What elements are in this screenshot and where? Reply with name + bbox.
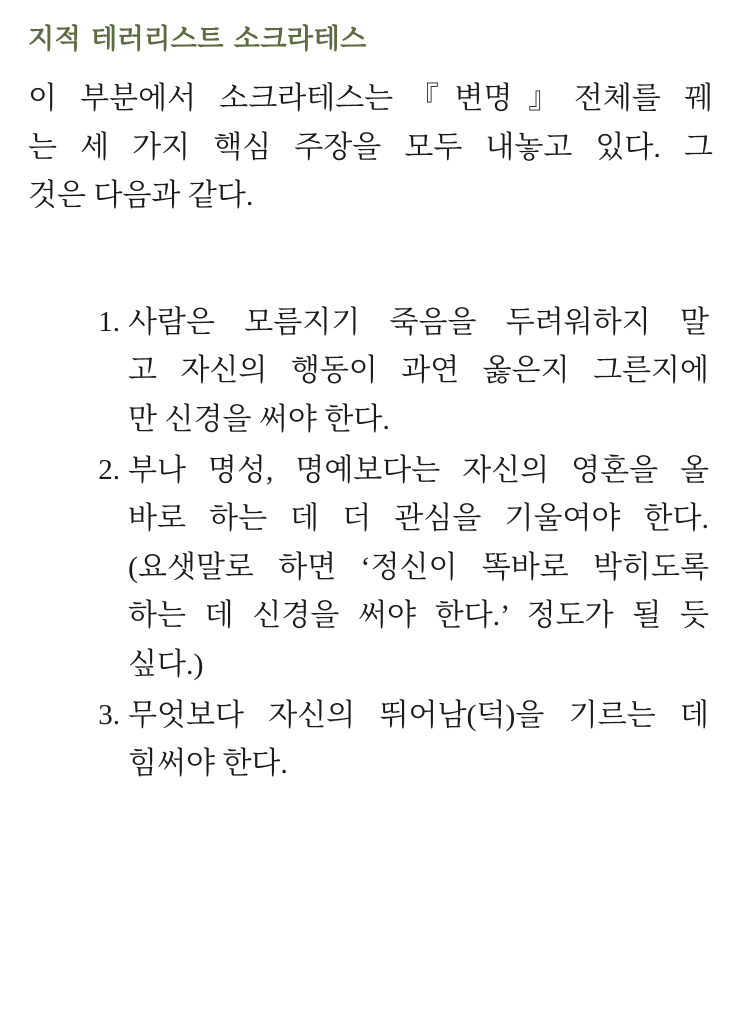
claim-line: 부나 명성, 명예보다는 자신의 영혼을 올 bbox=[128, 453, 709, 487]
list-item bbox=[84, 299, 709, 445]
intro-line: 는 세 가지 핵심 주장을 모두 내놓고 있다. 그 bbox=[28, 130, 713, 164]
list-item bbox=[84, 692, 709, 789]
intro-line: 이 부분에서 소크라테스는『변명』전체를 꿰 bbox=[28, 82, 713, 116]
claim-line: 싶다.) bbox=[128, 648, 204, 682]
claim-line: 고 자신의 행동이 과연 옳은지 그른지에 bbox=[128, 354, 709, 388]
claim-line: 무엇보다 자신의 뛰어남(덕)을 기르는 데 bbox=[128, 698, 709, 732]
list-item bbox=[84, 447, 709, 690]
claim-line: (요샛말로 하면 ‘정신이 똑바로 박히도록 bbox=[128, 550, 709, 584]
claim-line: 만 신경을 써야 한다. bbox=[128, 403, 390, 437]
claim-line: 사람은 모름지기 죽음을 두려워하지 말 bbox=[128, 305, 709, 339]
page-title: 지적 테러리스트 소크라테스 bbox=[28, 24, 367, 55]
intro-line: 것은 다음과 같다. bbox=[28, 179, 254, 213]
claim-line: 힘써야 한다. bbox=[128, 747, 288, 781]
claim-line: 하는 데 신경을 써야 한다.’ 정도가 될 듯 bbox=[128, 599, 709, 633]
intro-paragraph bbox=[28, 75, 713, 221]
claims-list bbox=[26, 299, 717, 789]
claim-line: 바로 하는 데 더 관심을 기울여야 한다. bbox=[128, 502, 709, 536]
